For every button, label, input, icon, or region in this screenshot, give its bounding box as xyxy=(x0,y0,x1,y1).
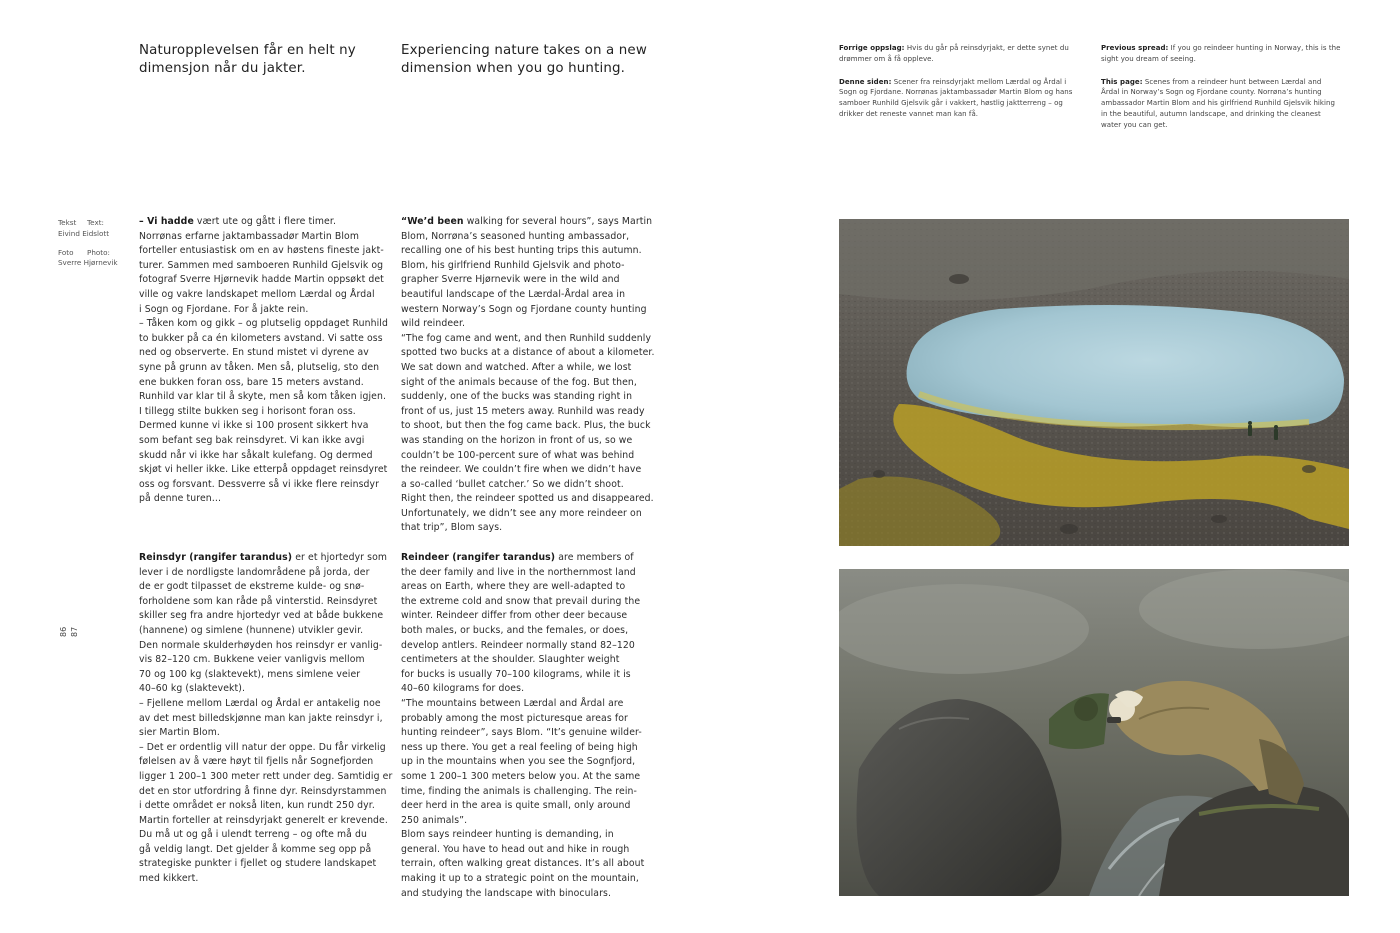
body-norwegian-reindeer xyxy=(139,551,394,887)
credit-text-label-en: Text: xyxy=(87,218,104,227)
body-norwegian-intro-lead: – Vi hadde xyxy=(139,216,194,227)
credit-text-name: Eivind Eidslott xyxy=(58,228,110,238)
mountain-lake-illustration xyxy=(839,219,1349,546)
body-english-reindeer-lead: Reindeer (rangifer tarandus) xyxy=(401,552,556,563)
body-english-reindeer xyxy=(401,551,659,901)
credit-photo-label-en: Photo: xyxy=(87,247,110,257)
caption-english-this-page-text: Scenes from a reindeer hunt between Lærdal and Årdal in Norway’s Sogn og Fjordane county. Norrøna’s hunting ambassador Martin Blom and his girlfriend Runhild Gjelsvik hiking in the beautiful, autumn landscape, and drinking the cleanest water you can get. xyxy=(1101,77,1336,129)
body-english-intro-lead: “We’d been xyxy=(401,216,464,227)
caption-norwegian xyxy=(839,43,1089,132)
credit-photo-label-no: Foto xyxy=(58,247,74,257)
body-english-intro xyxy=(401,215,659,536)
caption-english-this-page-lead: This page: xyxy=(1101,77,1143,86)
caption-norwegian-this-page xyxy=(839,77,1089,120)
credit-text-row xyxy=(58,218,133,229)
caption-norwegian-previous-text: Hvis du går på reinsdyrjakt, er dette synet du drømmer om å få oppleve. xyxy=(839,44,1069,63)
caption-norwegian-this-page-text: Scener fra reinsdyrjakt mellom Lærdal og Årdal i Sogn og Fjordane. Norrønas jaktambassadør Martin Blom og hans samboer Runhild Gjelsvik går i vakkert, høstlig jaktterreng – og drikker det reneste vannet man kan få. xyxy=(839,77,1073,118)
caption-english-previous xyxy=(1101,43,1356,65)
credit-text-label-no: Tekst xyxy=(58,218,77,227)
headline-norwegian: Naturopplevelsen får en helt ny dimensjon når du jakter. xyxy=(139,43,356,76)
caption-norwegian-this-page-lead: Denne siden: xyxy=(839,77,892,86)
credit-photo-row xyxy=(58,248,133,259)
body-norwegian-reindeer-text: er et hjortedyr som lever i de nordligste landområdene på jorda, der de er godt tilpasset de ekstreme kulde- og snø- forholdene som kan råde på vinterstid. Reinsdyret skiller seg fra andre hjortedyr ved at både bukkene (hannene) og simlene (hunnene) utvikler gevir. Den normale skulderhøyden hos reinsdyr er vanlig- vis 82–120 cm. Bukkene veier vanligvis mellom 70 og 100 kg (slaktevekt), mens simlene veier 40–60 kg (slaktevekt). – Fjellene mellom Lærdal og Årdal er antakelig noe av det mest billedskjønne man kan jakte reinsdyr i, sier Martin Blom. – Det er ordentlig vill natur der oppe. Du får virkelig følelsen av å være høyt til fjells når Sognefjorden ligger 1 200–1 300 meter rett under deg. Samtidig er det en stor utfordring å finne dyr. Reinsdyrstammen i dette området er nokså liten, kun rundt 250 dyr. Martin forteller at reinsdyrjakt generelt er krevende. Du må ut og gå i ulendt terreng – og ofte må du gå veldig langt. Det gjelder å komme seg opp på strategiske punkter i fjellet og studere landskapet med kikkert. xyxy=(139,552,393,885)
body-english-intro-text: walking for several hours”, says Martin Blom, Norrøna’s seasoned hunting ambassador, recalling one of his best hunting trips this autumn. Blom, his girlfriend Runhild Gjelsvik and photo- grapher Sverre Hjørnevik were in the wild and beautiful landscape of the Lærdal-Årdal area in western Norway’s Sogn og Fjordane county hunting wild reindeer. “The fog came and went, and then Runhild suddenly spotted two bucks at a distance of about a kilometer. We sat down and watched. After a while, we lost sight of the animals because of the fog. But then, suddenly, one of the bucks was standing right in front of us, just 15 meters away. Runhild was ready to shoot, but then the fog came back. Plus, the buck was standing on the horizon in front of us, so we couldn’t be 100-percent sure of what was behind the reindeer. We couldn’t fire when we didn’t have a so-called ‘bullet catcher.’ So we didn’t shoot. Right then, the reindeer spotted us and disappeared. Unfortunately, we didn’t see any more reindeer on that trip”, Blom says. xyxy=(401,216,655,534)
drinking-water-illustration xyxy=(839,569,1349,896)
body-norwegian-reindeer-lead: Reinsdyr (rangifer tarandus) xyxy=(139,552,293,563)
credits xyxy=(58,218,133,269)
headline-english: Experiencing nature takes on a new dimension when you go hunting. xyxy=(401,43,647,76)
caption-english-this-page xyxy=(1101,77,1356,131)
credit-photo-name: Sverre Hjørnevik xyxy=(58,258,118,268)
caption-norwegian-previous-lead: Forrige oppslag: xyxy=(839,44,905,52)
caption-english xyxy=(1101,43,1356,143)
page-numbers: 86 87 xyxy=(59,626,79,637)
caption-english-previous-text: If you go reindeer hunting in Norway, this is the sight you dream of seeing. xyxy=(1101,44,1341,63)
body-norwegian-intro-text: vært ute og gått i flere timer. Norrønas erfarne jaktambassadør Martin Blom forteller entusiastisk om en av høstens fineste jakt- turer. Sammen med samboeren Runhild Gjelsvik og fotograf Sverre Hjørnevik hadde Martin oppsøkt det ville og vakre landskapet mellom Lærdal og Årdal i Sogn og Fjordane. For å jakte rein. – Tåken kom og gikk – og plutselig oppdaget Runhild to bukker på ca én kilometers avstand. Vi satte oss ned og observerte. En stund mistet vi dyrene av syne på grunn av tåken. Men så, plutselig, sto den ene bukken foran oss, bare 15 meters avstand. Runhild var klar til å skyte, men så kom tåken igjen. I tillegg stilte bukken seg i horisont foran oss. Dermed kunne vi ikke si 100 prosent sikkert hva som befant seg bak reinsdyret. Vi kan ikke avgi skudd når vi ikke har såkalt kulefang. Og dermed skjøt vi heller ikke. Like etterpå oppdaget reinsdyret oss og forsvant. Dessverre så vi ikke flere reinsdyr på denne turen… xyxy=(139,216,388,505)
caption-english-previous-lead: Previous spread: xyxy=(1101,44,1169,52)
caption-norwegian-previous xyxy=(839,43,1089,65)
body-english-reindeer-text: are members of the deer family and live in the northernmost land areas on Earth, where they are well-adapted to the extreme cold and snow that prevail during the winter. Reindeer differ from other deer because both males, or bucks, and the females, or does, develop antlers. Reindeer normally stand 82–120 centimeters at the shoulder. Slaughter weight for bucks is usually 70–100 kilograms, while it is 40–60 kilograms for does. “The mountains between Lærdal and Årdal are probably among the most picturesque areas for hunting reindeer”, says Blom. “It’s genuine wilder- ness up there. You get a real feeling of being high up in the mountains when you see the Sognfjord, some 1 200–1 300 meters below you. At the same time, finding the animals is challenging. The rein- deer herd in the area is quite small, only around 250 animals”. Blom says reindeer hunting is demanding, in general. You have to head out and hike in rough terrain, often walking great distances. It’s all about making it up to a strategic point on the mountain, and studying the landscape with binoculars. xyxy=(401,552,645,899)
photo-mountain-lake xyxy=(839,219,1349,546)
body-norwegian-intro xyxy=(139,215,394,507)
photo-drinking-water xyxy=(839,569,1349,896)
